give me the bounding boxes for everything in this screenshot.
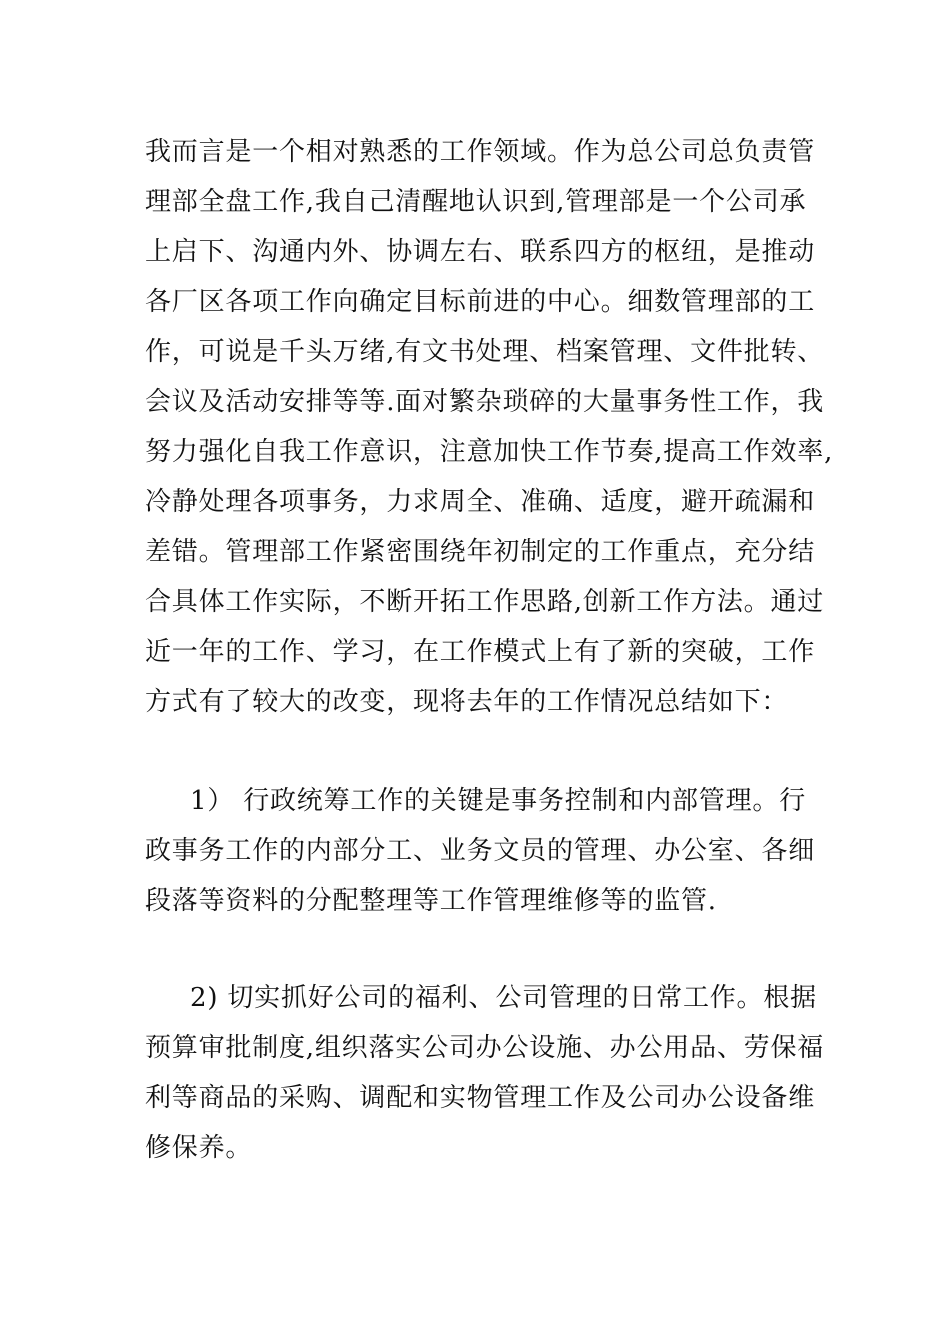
text-line: 我而言是一个相对熟悉的工作领域。作为总公司总负责管 xyxy=(145,137,816,167)
text-line: 合具体工作实际，不断开拓工作思路,创新工作方法。通过 xyxy=(145,587,825,617)
text-line: 预算审批制度,组织落实公司办公设施、办公用品、劳保福 xyxy=(145,1033,825,1063)
text-line: 政事务工作的内部分工、业务文员的管理、办公室、各细 xyxy=(145,836,816,866)
text-line: 利等商品的采购、调配和实物管理工作及公司办公设备维 xyxy=(145,1083,816,1113)
text-line: 方式有了较大的改变，现将去年的工作情况总结如下： xyxy=(145,687,789,717)
text-line: 冷静处理各项事务，力求周全、准确、适度，避开疏漏和 xyxy=(145,487,816,517)
text-line: 会议及活动安排等等.面对繁杂琐碎的大量事务性工作，我 xyxy=(145,387,825,417)
text-line: 作，可说是千头万绪,有文书处理、档案管理、文件批转、 xyxy=(145,337,825,367)
list-item-line: 1） 行政统筹工作的关键是事务控制和内部管理。行 xyxy=(190,786,807,816)
text-line: 近一年的工作、学习，在工作模式上有了新的突破，工作 xyxy=(145,637,816,667)
list-item-line: 2) 切实抓好公司的福利、公司管理的日常工作。根据 xyxy=(190,983,817,1013)
text-line: 上启下、沟通内外、协调左右、联系四方的枢纽，是推动 xyxy=(145,237,816,267)
text-line: 各厂区各项工作向确定目标前进的中心。细数管理部的工 xyxy=(145,287,816,317)
text-line: 差错。管理部工作紧密围绕年初制定的工作重点，充分结 xyxy=(145,537,816,567)
text-line: 修保养。 xyxy=(145,1133,253,1163)
text-line: 理部全盘工作,我自己清醒地认识到,管理部是一个公司承 xyxy=(145,187,807,217)
text-line: 努力强化自我工作意识，注意加快工作节奏,提高工作效率, xyxy=(145,437,834,467)
text-line: 段落等资料的分配整理等工作管理维修等的监管. xyxy=(145,886,717,916)
